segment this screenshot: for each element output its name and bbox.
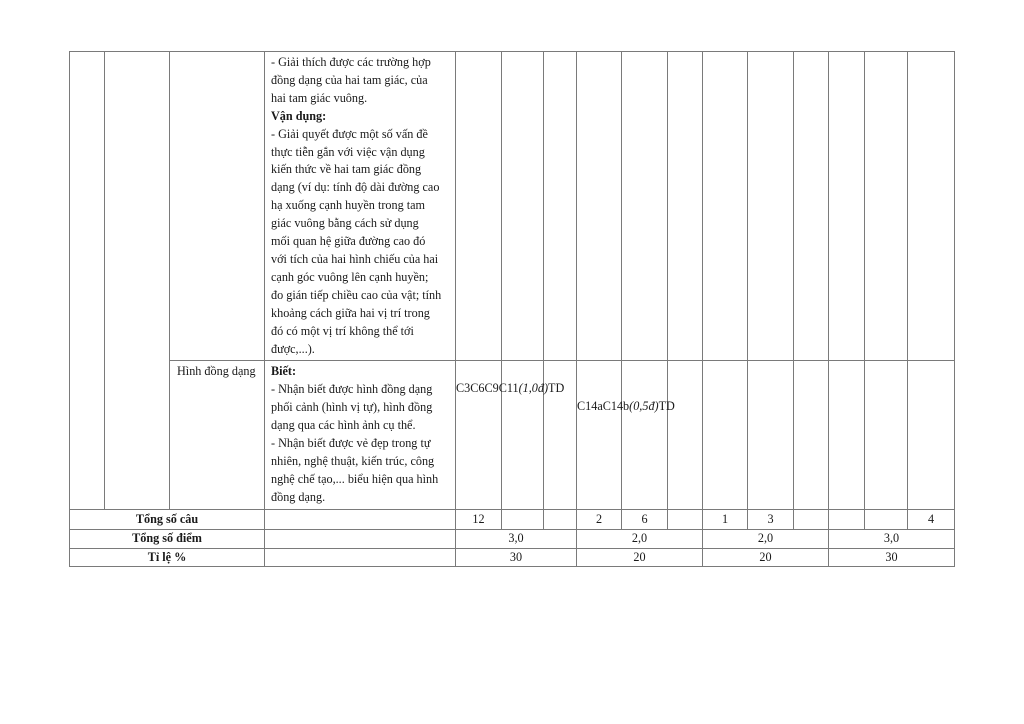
question-code: C9 — [484, 381, 499, 396]
topic-cell-hinh-dong-dang — [170, 361, 265, 509]
matrix-cell — [456, 52, 502, 361]
content-cell-hinh-dong-dang — [265, 361, 456, 509]
objective-line: dạng qua các hình ảnh cụ thể. — [271, 418, 416, 433]
objective-line: mối quan hệ giữa đường cao đó — [271, 234, 426, 249]
table-row-hinh-dong-dang — [70, 361, 955, 509]
objective-line: nghệ chế tạo,... biểu hiện qua hình — [271, 471, 439, 486]
matrix-cell — [703, 52, 748, 361]
blank-cell-col2 — [105, 52, 170, 510]
count-cell: 3 — [748, 509, 794, 529]
row-tong-so-cau — [70, 509, 955, 529]
question-code: C14b — [602, 399, 630, 414]
objective-line: - Nhận biết được vẻ đẹp trong tự — [271, 436, 431, 451]
assessment-matrix-table — [69, 51, 955, 567]
matrix-cell — [668, 52, 703, 361]
objective-line: kiến thức về hai tam giác đồng — [271, 162, 422, 177]
question-cell-th-tl — [577, 361, 675, 509]
matrix-cell — [748, 361, 794, 509]
percent-group-nhan-biet: 30 — [456, 548, 577, 566]
learning-objectives-text — [265, 361, 455, 508]
blank-cell-col1 — [70, 52, 105, 510]
count-cell — [829, 509, 865, 529]
count-cell: 2 — [577, 509, 622, 529]
row-ti-le — [70, 548, 955, 566]
matrix-cell — [794, 361, 829, 509]
question-code: (0,5đ) — [629, 399, 659, 414]
matrix-cell — [865, 52, 908, 361]
count-cell — [865, 509, 908, 529]
count-cell: 6 — [622, 509, 668, 529]
matrix-cell — [622, 361, 668, 509]
matrix-cell — [748, 52, 794, 361]
points-group-van-dung-cao: 3,0 — [829, 529, 955, 548]
count-cell: 4 — [908, 509, 955, 529]
objective-line: - Giải thích được các trường hợp — [271, 55, 431, 69]
question-code: C14a — [577, 399, 603, 414]
objective-line: đồng dạng. — [271, 489, 326, 504]
content-cell-continued — [265, 52, 456, 361]
question-code: C3 — [456, 381, 471, 396]
question-cell-nb-tn — [456, 361, 565, 509]
matrix-cell — [577, 52, 622, 361]
ti-le-label: Tỉ lệ % — [70, 548, 265, 566]
matrix-cell — [794, 52, 829, 361]
summary-blank-cell — [265, 509, 456, 529]
summary-blank-cell — [265, 548, 456, 566]
points-group-van-dung: 2,0 — [703, 529, 829, 548]
topic-cell-continued — [170, 52, 265, 361]
count-cell — [544, 509, 577, 529]
percent-group-thong-hieu: 20 — [577, 548, 703, 566]
matrix-cell — [829, 52, 865, 361]
matrix-cell — [622, 52, 668, 361]
row-tong-so-diem — [70, 529, 955, 548]
objective-line: đó có một vị trí không thể tới — [271, 323, 414, 338]
question-code: TD — [658, 399, 675, 414]
objective-line: hạ xuống cạnh huyền trong tam — [271, 198, 425, 213]
objective-line: được,...). — [271, 341, 315, 356]
matrix-cell — [908, 361, 955, 509]
objective-line: khoảng cách giữa hai vị trí trong — [271, 305, 430, 320]
question-code: C6 — [470, 381, 485, 396]
count-cell: 12 — [456, 509, 502, 529]
table-row-continued — [70, 52, 955, 361]
question-code: (1,0đ) — [518, 381, 549, 396]
objective-line: - Giải quyết được một số vấn đề — [271, 126, 428, 141]
objective-line: cạnh góc vuông lên cạnh huyền; — [271, 269, 429, 284]
tong-so-cau-label: Tổng số câu — [70, 509, 265, 529]
matrix-cell — [829, 361, 865, 509]
objective-line: thực tiễn gắn với việc vận dụng — [271, 144, 425, 159]
learning-objectives-text — [265, 52, 455, 360]
topic-label: Hình đồng dạng — [177, 364, 256, 379]
objective-line: Vận dụng: — [271, 108, 327, 123]
objective-line: đo gián tiếp chiều cao của vật; tính — [271, 287, 442, 302]
tong-so-diem-label: Tổng số điểm — [70, 529, 265, 548]
percent-group-van-dung-cao: 30 — [829, 548, 955, 566]
objective-line: với tích của hai hình chiếu của hai — [271, 251, 439, 266]
summary-blank-cell — [265, 529, 456, 548]
points-group-nhan-biet: 3,0 — [456, 529, 577, 548]
objective-line: nhiên, nghệ thuật, kiến trúc, công — [271, 453, 435, 468]
matrix-cell — [502, 52, 544, 361]
objective-line: đồng dạng của hai tam giác, của — [271, 72, 428, 87]
count-cell — [794, 509, 829, 529]
count-cell — [668, 509, 703, 529]
matrix-cell — [668, 361, 703, 509]
matrix-cell — [865, 361, 908, 509]
objective-line: giác vuông bằng cách sử dụng — [271, 216, 419, 231]
objective-line: hai tam giác vuông. — [271, 90, 368, 105]
objective-line: dạng (ví dụ: tính độ dài đường cao — [271, 180, 440, 195]
objective-line: phối cảnh (hình vị tự), hình đồng — [271, 400, 433, 415]
matrix-cell — [544, 52, 577, 361]
question-codes — [577, 361, 675, 416]
matrix-cell — [703, 361, 748, 509]
count-cell — [502, 509, 544, 529]
matrix-cell — [908, 52, 955, 361]
question-codes — [456, 361, 565, 398]
objective-line: Biết: — [271, 364, 297, 379]
points-group-thong-hieu: 2,0 — [577, 529, 703, 548]
question-code: TD — [548, 381, 565, 396]
objective-line: - Nhận biết được hình đồng dạng — [271, 382, 433, 397]
percent-group-van-dung: 20 — [703, 548, 829, 566]
question-code: C11 — [498, 381, 519, 396]
count-cell: 1 — [703, 509, 748, 529]
